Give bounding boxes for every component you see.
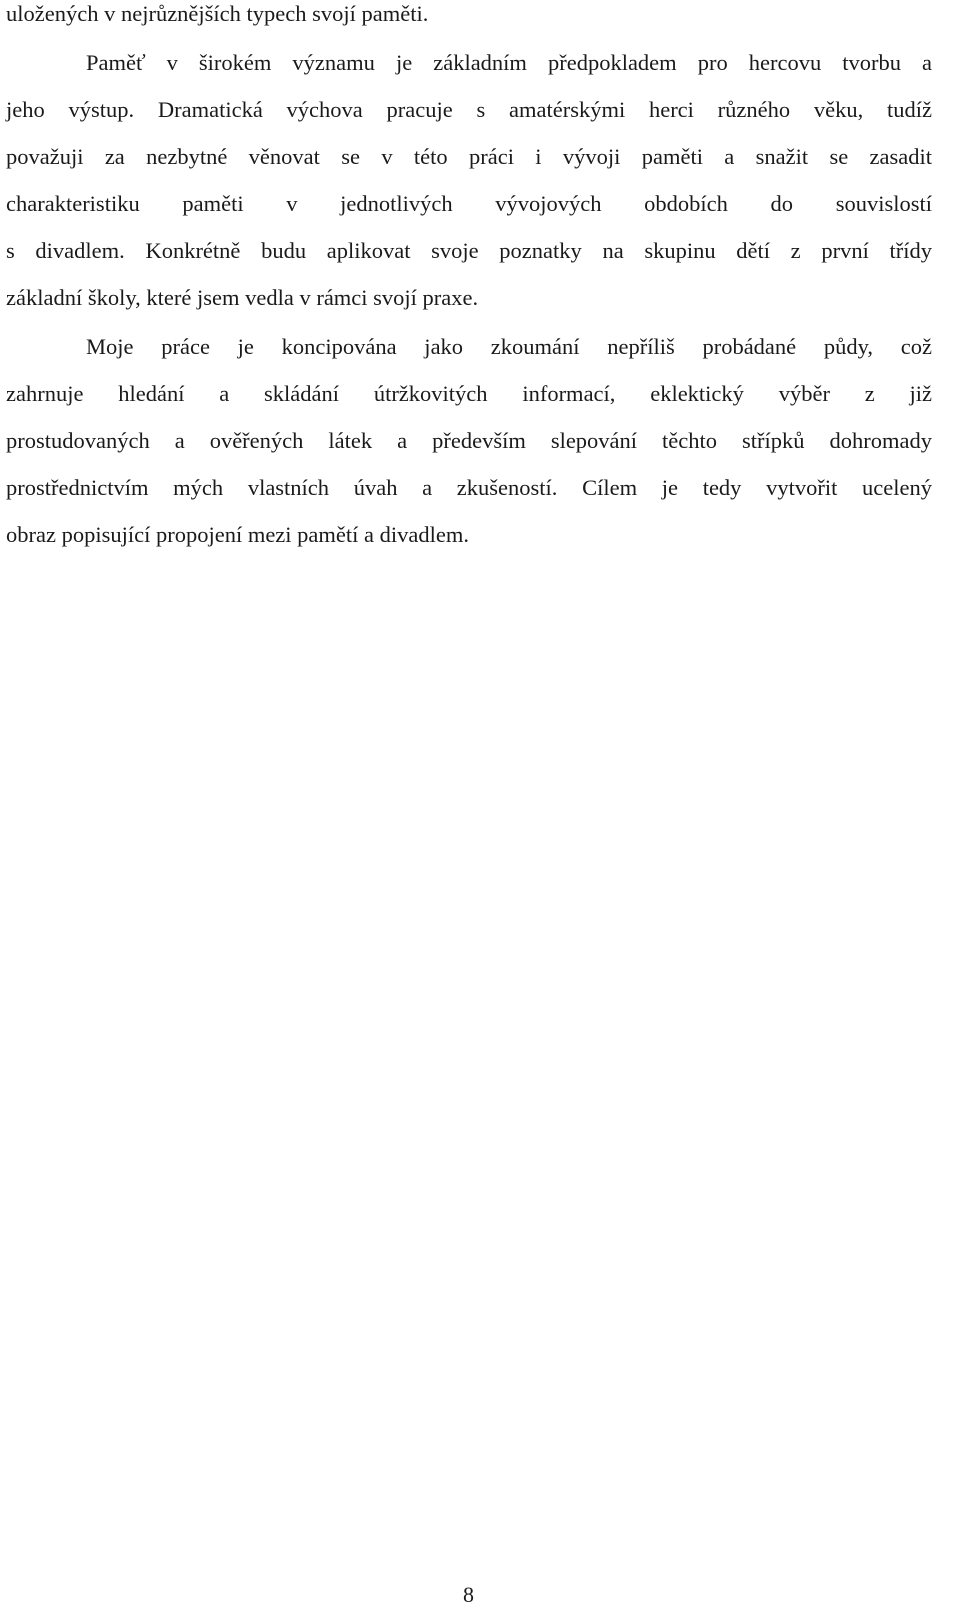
paragraph-line: základní školy, které jsem vedla v rámci svojí praxe.	[6, 285, 479, 310]
paragraph-line: uložených v nejrůznějších typech svojí paměti.	[6, 1, 429, 26]
paragraph-line: s divadlem. Konkrétně budu aplikovat svoje poznatky na skupinu dětí z první třídy	[6, 238, 932, 263]
paragraph-3	[6, 323, 932, 558]
paragraph-line: zahrnuje hledání a skládání útržkovitých informací, eklektický výběr z již	[6, 381, 932, 406]
paragraph-line: obraz popisující propojení mezi pamětí a divadlem.	[6, 522, 469, 547]
paragraph-line: považuji za nezbytné věnovat se v této práci i vývoji paměti a snažit se zasadit	[6, 144, 932, 169]
paragraph-line: prostudovaných a ověřených látek a především slepování těchto střípků dohromady	[6, 428, 932, 453]
page-number: 8	[463, 1582, 474, 1607]
paragraph-line: Moje práce je koncipována jako zkoumání nepříliš probádané půdy, což	[86, 334, 932, 359]
paragraph-1	[6, 0, 932, 37]
paragraph-2	[6, 39, 932, 321]
paragraph-line: charakteristiku paměti v jednotlivých vývojových obdobích do souvislostí	[6, 191, 932, 216]
paragraph-line: Paměť v širokém významu je základním předpokladem pro hercovu tvorbu a	[86, 50, 932, 75]
document-page	[6, 0, 932, 558]
paragraph-line: jeho výstup. Dramatická výchova pracuje s amatérskými herci různého věku, tudíž	[6, 97, 932, 122]
paragraph-line: prostřednictvím mých vlastních úvah a zkušeností. Cílem je tedy vytvořit ucelený	[6, 475, 932, 500]
